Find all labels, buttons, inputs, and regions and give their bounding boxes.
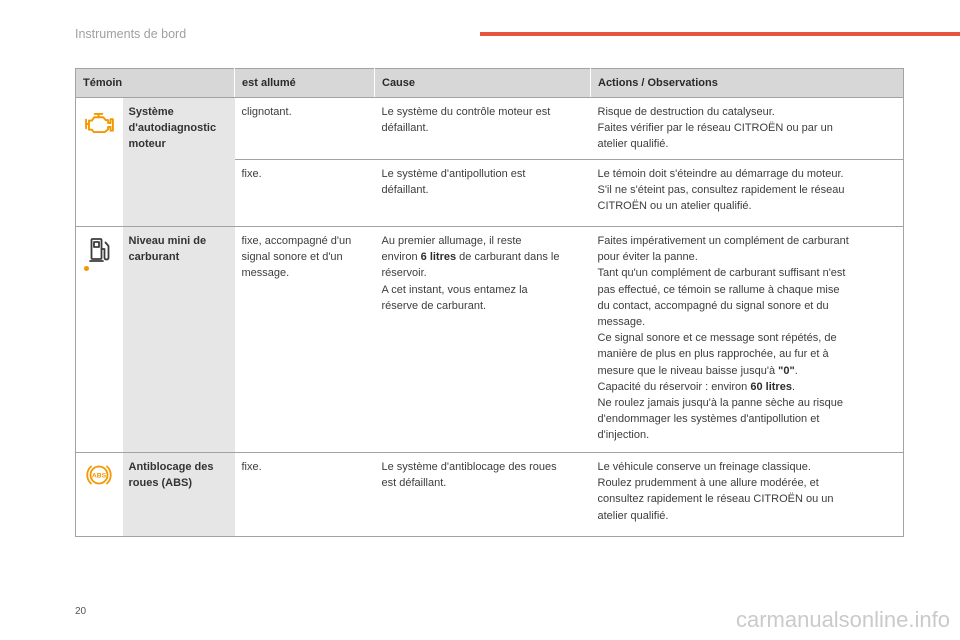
text-line: atelier qualifié.	[597, 509, 669, 522]
actions-cell	[591, 227, 904, 453]
text-line: CITROËN ou un atelier qualifié.	[597, 200, 752, 213]
text-line: réservoir.	[381, 267, 427, 280]
text-line: Le véhicule conserve un freinage classique.	[597, 461, 811, 473]
emphasis-text: "0"	[778, 364, 795, 377]
text-segment: de carburant dans le	[456, 251, 560, 264]
emphasis-text: 6 litres	[420, 251, 457, 264]
cause-cell	[375, 453, 591, 537]
text-line: Tant qu'un complément de carburant suffisant n'est	[597, 267, 846, 280]
text-line: du contact, accompagné du signal sonore et du	[597, 299, 829, 312]
lit-state-cell	[235, 453, 375, 537]
text-line: Ce signal sonore et ce message sont répétés, de	[597, 332, 837, 345]
text-line: roues (ABS)	[128, 477, 193, 490]
table-header-row	[76, 69, 904, 98]
warning-icon-cell	[76, 227, 123, 453]
text-segment: environ	[381, 251, 421, 264]
text-line: d'injection.	[597, 429, 650, 442]
text-line: fixe.	[241, 461, 262, 473]
warning-icon-cell	[76, 98, 123, 227]
text-line: d'autodiagnostic	[128, 122, 217, 135]
text-line: Le témoin doit s'éteindre au démarrage du moteur.	[597, 168, 844, 180]
text-line: Antiblocage des	[128, 461, 214, 473]
text-line: A cet instant, vous entamez la	[381, 283, 528, 296]
lit-state-cell	[235, 227, 375, 453]
warning-name-cell	[123, 98, 235, 227]
text-line: consultez rapidement le réseau CITROËN ou un	[597, 493, 834, 506]
text-line: Le système d'antiblocage des roues	[381, 461, 557, 473]
text-line: pour éviter la panne.	[597, 251, 698, 264]
table-row	[76, 453, 904, 537]
column-header-cause: Cause	[375, 69, 591, 98]
text-line	[598, 379, 897, 395]
abs-warning-icon	[76, 453, 123, 497]
text-line: Système	[128, 106, 174, 118]
text-line	[598, 363, 897, 379]
fuel-level-icon	[76, 227, 123, 271]
text-line: défaillant.	[381, 122, 429, 135]
header-accent-rule	[480, 32, 960, 36]
column-header-est-allume: est allumé	[235, 69, 375, 98]
column-header-temoin: Témoin	[76, 69, 235, 98]
table-row	[76, 227, 904, 453]
text-line: Roulez prudemment à une allure modérée, et	[597, 477, 819, 490]
column-header-actions: Actions / Observations	[591, 69, 904, 98]
text-line: signal sonore et d'un	[241, 251, 343, 264]
section-title: Instruments de bord	[75, 27, 187, 41]
text-line: d'endommager les systèmes d'antipollution et	[597, 413, 820, 426]
text-segment: Capacité du réservoir : environ	[597, 380, 751, 393]
text-line: réserve de carburant.	[381, 299, 487, 312]
text-line: fixe.	[241, 168, 262, 180]
text-line: manière de plus en plus rapprochée, au fur et à	[597, 348, 829, 361]
text-line: message.	[597, 316, 646, 329]
warning-table-body	[76, 98, 904, 537]
text-segment: .	[794, 364, 798, 377]
text-line: fixe, accompagné d'un	[241, 235, 352, 247]
cause-cell	[375, 227, 591, 453]
text-line: Risque de destruction du catalyseur.	[597, 106, 775, 118]
text-line: Faites vérifier par le réseau CITROËN ou par un	[597, 122, 833, 135]
actions-cell	[591, 98, 904, 160]
text-line: carburant	[128, 251, 180, 264]
engine-warning-icon	[76, 98, 123, 142]
warning-icon-cell	[76, 453, 123, 537]
text-line: défaillant.	[381, 184, 429, 197]
text-line: message.	[241, 267, 290, 280]
text-line: moteur	[128, 138, 166, 151]
text-line: atelier qualifié.	[597, 138, 669, 151]
low-fuel-indicator-dot	[84, 266, 89, 271]
warning-name-cell	[123, 453, 235, 537]
lit-state-cell	[235, 160, 375, 227]
text-line: Ne roulez jamais jusqu'à la panne sèche au risque	[597, 397, 843, 410]
cause-cell	[375, 160, 591, 227]
actions-cell	[591, 453, 904, 537]
text-segment: .	[791, 380, 796, 393]
table-row	[76, 98, 904, 160]
actions-cell	[591, 160, 904, 227]
text-line: S'il ne s'éteint pas, consultez rapidement le réseau	[597, 184, 845, 197]
lit-state-cell	[235, 98, 375, 160]
page-number: 20	[75, 606, 87, 617]
warning-lights-table	[75, 68, 904, 537]
text-line: clignotant.	[241, 106, 292, 118]
abs-icon-label: ABS	[91, 472, 107, 480]
text-line: est défaillant.	[381, 477, 447, 490]
text-segment: mesure que le niveau baisse jusqu'à	[597, 364, 779, 377]
text-line: Le système d'antipollution est	[381, 168, 526, 180]
text-line: Le système du contrôle moteur est	[381, 106, 551, 118]
watermark: carmanualsonline.info	[735, 607, 950, 632]
text-line: pas effectué, ce témoin se rallume à chaque mise	[597, 283, 840, 296]
text-line: Faites impérativement un complément de carburant	[597, 235, 849, 247]
text-line: Niveau mini de	[128, 235, 207, 247]
text-line	[382, 249, 584, 265]
text-line: Au premier allumage, il reste	[381, 235, 522, 247]
cause-cell	[375, 98, 591, 160]
emphasis-text: 60 litres	[750, 380, 792, 393]
warning-name-cell	[123, 227, 235, 453]
